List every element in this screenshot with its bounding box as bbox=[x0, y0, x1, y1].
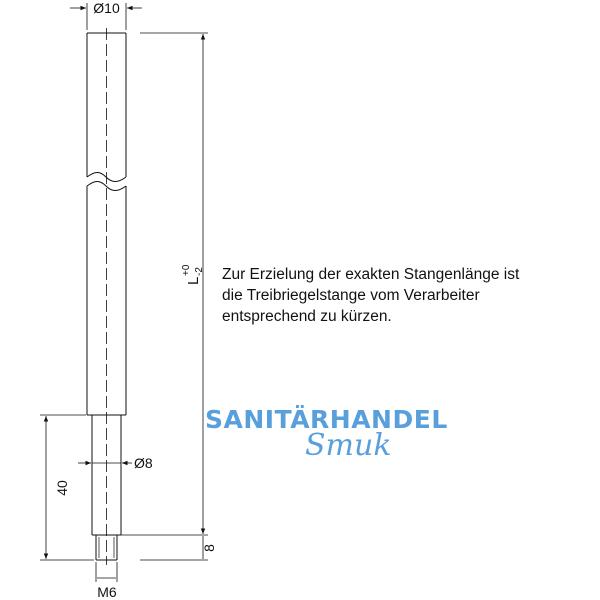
note-line: die Treibriegelstange vom Verarbeiter bbox=[222, 287, 480, 304]
middle-diameter-label: Ø8 bbox=[134, 455, 153, 471]
watermark-logo bbox=[205, 404, 448, 463]
thread-label: M6 bbox=[97, 584, 117, 600]
note-line: entsprechend zu kürzen. bbox=[222, 308, 392, 325]
reduced-section-length-label: 40 bbox=[54, 480, 70, 496]
dimension-length bbox=[121, 33, 208, 560]
top-diameter-label: Ø10 bbox=[93, 0, 120, 16]
watermark-line2: Smuk bbox=[305, 428, 392, 463]
instruction-note bbox=[222, 264, 582, 327]
note-line: Zur Erzielung der exakten Stangenlänge ist bbox=[222, 266, 520, 283]
length-label-sub: -2 bbox=[194, 267, 205, 276]
watermark-line1: SANITÄRHANDEL bbox=[205, 405, 448, 434]
length-label bbox=[181, 264, 205, 285]
length-label-main: L bbox=[185, 276, 202, 285]
length-label-sup: +0 bbox=[181, 264, 192, 276]
thread-length-label: 8 bbox=[201, 544, 217, 552]
